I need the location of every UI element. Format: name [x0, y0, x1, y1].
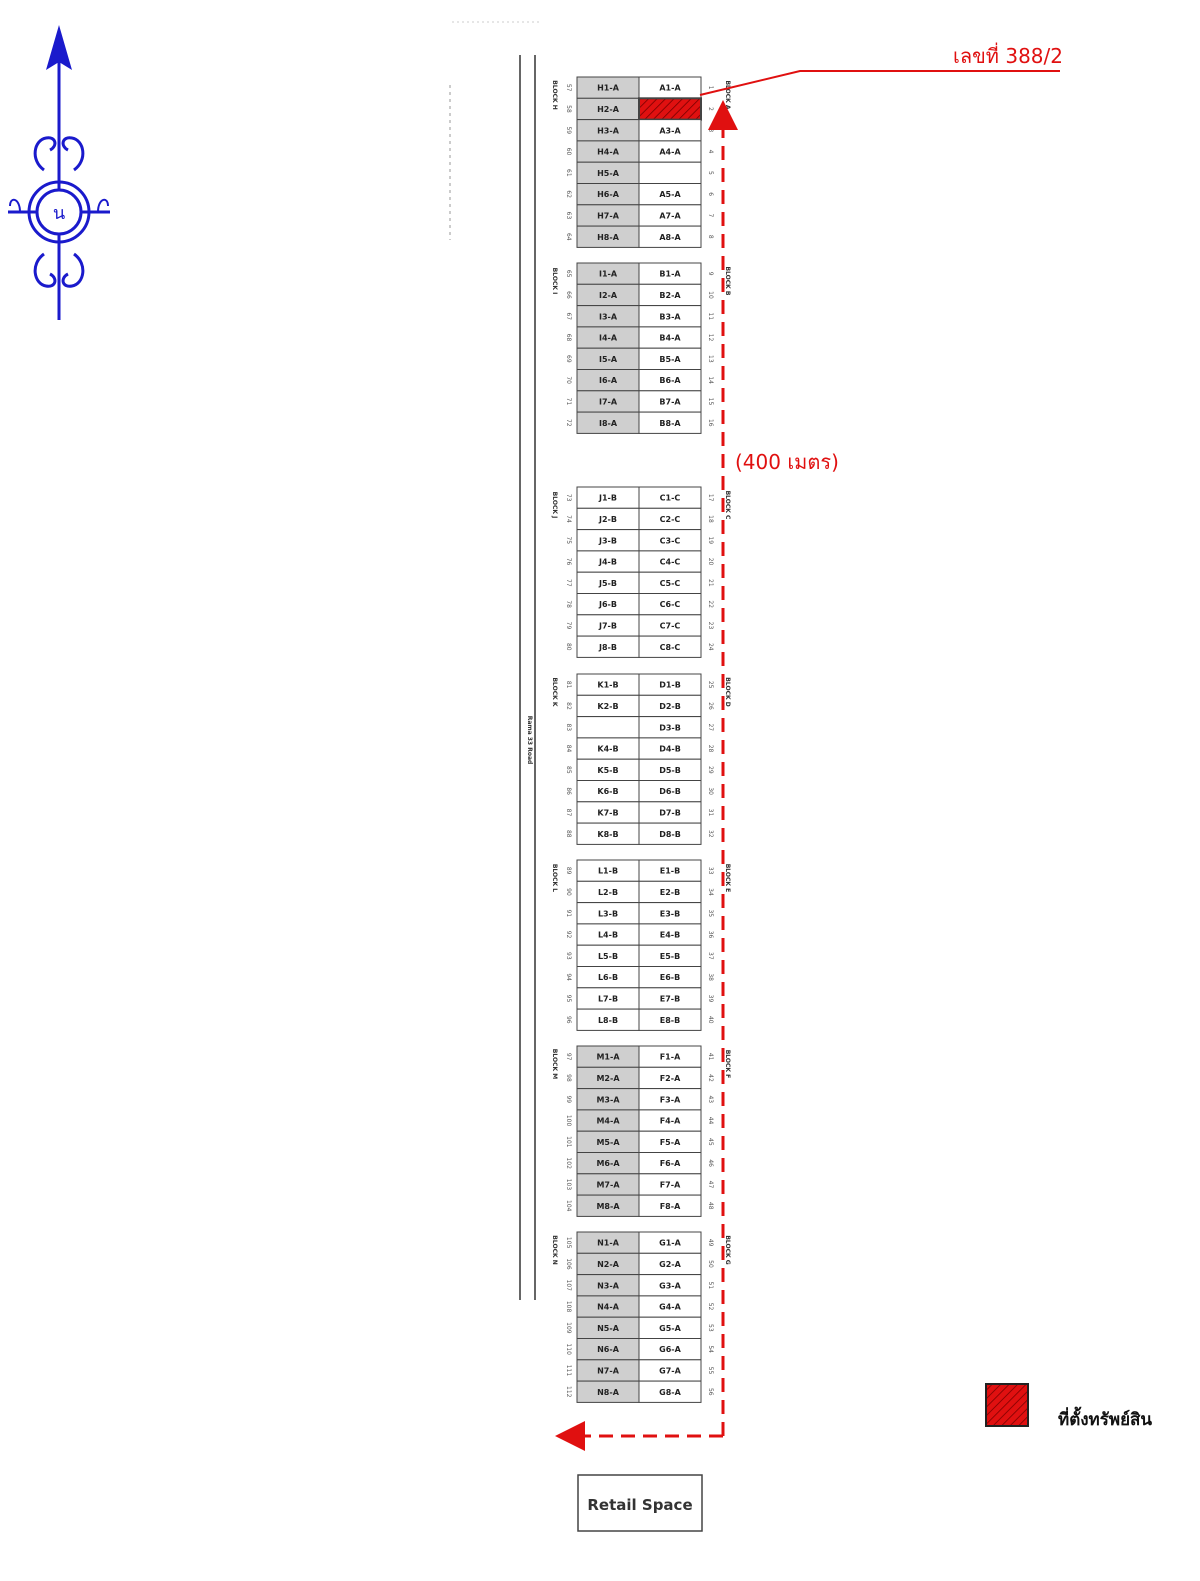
unit-label: A7-A — [659, 211, 681, 221]
block-label: BLOCK G — [724, 1235, 731, 1265]
lot-number: 16 — [707, 418, 714, 427]
unit-label: G3-A — [659, 1281, 681, 1291]
lot-number: 64 — [565, 232, 572, 241]
lot-number: 38 — [707, 973, 714, 981]
unit-label: J3-B — [599, 536, 617, 546]
lot-number: 58 — [565, 105, 572, 113]
unit-label: D4-B — [659, 744, 681, 754]
unit-label: C1-C — [659, 493, 681, 503]
lot-number: 66 — [565, 291, 572, 299]
unit-label: H2-A — [597, 104, 619, 114]
lot-number: 83 — [565, 723, 572, 732]
unit-cell — [577, 717, 639, 738]
lot-number: 26 — [707, 702, 714, 710]
lot-number: 8 — [707, 234, 714, 239]
lot-number: 34 — [707, 888, 714, 896]
lot-number: 86 — [565, 787, 572, 795]
lot-number: 80 — [565, 642, 572, 651]
lot-number: 81 — [565, 680, 572, 689]
lot-number: 74 — [565, 515, 572, 523]
lot-number: 52 — [707, 1302, 714, 1311]
unit-label: J6-B — [599, 600, 617, 610]
lot-number: 4 — [707, 149, 714, 154]
lot-number: 54 — [707, 1345, 714, 1353]
unit-label: E2-B — [659, 887, 681, 897]
unit-label: A3-A — [659, 126, 681, 136]
unit-label: M8-A — [596, 1201, 620, 1211]
unit-label: I7-A — [598, 397, 618, 407]
unit-label: A4-A — [659, 147, 681, 157]
lot-number: 72 — [565, 418, 572, 427]
property-location-cell — [639, 98, 701, 119]
unit-label: C6-C — [659, 600, 681, 610]
unit-label: L6-B — [597, 973, 619, 983]
unit-label: D6-B — [659, 787, 681, 797]
lot-number: 18 — [707, 515, 714, 523]
unit-label: H1-A — [597, 83, 619, 93]
unit-label: G7-A — [659, 1366, 681, 1376]
unit-label: N3-A — [597, 1281, 619, 1291]
retail-space — [578, 1475, 702, 1531]
lot-number: 91 — [565, 909, 572, 918]
unit-label: A5-A — [659, 190, 681, 200]
lot-number: 69 — [565, 355, 572, 363]
unit-label: C2-C — [659, 514, 681, 524]
unit-label: N5-A — [597, 1323, 619, 1333]
unit-label: J4-B — [599, 557, 617, 567]
unit-label: A1-A — [659, 83, 681, 93]
lot-number: 14 — [707, 376, 714, 384]
block-label: BLOCK E — [724, 863, 731, 893]
block-3 — [551, 487, 731, 657]
unit-label: N4-A — [597, 1302, 619, 1312]
unit-label: J8-B — [599, 642, 617, 652]
unit-label: K5-B — [597, 765, 619, 775]
lot-number: 17 — [707, 493, 714, 502]
lot-number: 96 — [565, 1015, 572, 1024]
unit-label: G8-A — [659, 1387, 681, 1397]
block-label: BLOCK L — [551, 863, 558, 893]
unit-label: F3-A — [659, 1095, 681, 1105]
unit-label: J5-B — [599, 578, 617, 588]
lot-number: 73 — [565, 493, 572, 502]
lot-number: 22 — [707, 600, 714, 608]
unit-label: K2-B — [597, 701, 619, 711]
lot-number: 101 — [565, 1136, 572, 1148]
unit-label: E5-B — [659, 951, 681, 961]
lot-number: 31 — [707, 808, 714, 817]
road — [520, 55, 535, 1300]
lot-number: 106 — [565, 1258, 572, 1270]
lot-number: 47 — [707, 1180, 714, 1189]
block-1 — [551, 77, 731, 247]
unit-label: D3-B — [659, 723, 681, 733]
lot-number: 30 — [707, 787, 714, 795]
unit-label: I4-A — [598, 333, 618, 343]
unit-label: D7-B — [659, 808, 681, 818]
lot-number: 77 — [565, 579, 572, 587]
lot-number: 12 — [707, 333, 714, 342]
lot-number: 61 — [565, 169, 572, 177]
unit-label: E3-B — [659, 909, 681, 919]
unit-label: M7-A — [596, 1180, 620, 1190]
unit-label: B2-A — [659, 290, 681, 300]
lot-number: 11 — [707, 312, 714, 321]
lot-number: 60 — [565, 147, 572, 156]
unit-label: N6-A — [597, 1345, 619, 1355]
unit-label: C3-C — [659, 536, 681, 546]
lot-number: 45 — [707, 1138, 714, 1146]
distance-label: (400 เมตร) — [735, 450, 839, 474]
block-4 — [551, 674, 731, 844]
unit-label: F4-A — [659, 1116, 681, 1126]
unit-label: H5-A — [597, 168, 619, 178]
lot-number: 3 — [707, 128, 714, 133]
unit-label: H4-A — [597, 147, 619, 157]
lot-number: 1 — [707, 85, 714, 90]
unit-label: G2-A — [659, 1259, 681, 1269]
unit-label: L2-B — [597, 887, 619, 897]
block-label: BLOCK H — [551, 80, 558, 110]
unit-label: B7-A — [659, 397, 681, 407]
road-label: Rama 33 Road — [526, 715, 533, 765]
unit-label: E1-B — [659, 866, 681, 876]
unit-label: I6-A — [598, 376, 618, 386]
unit-label: F7-A — [659, 1180, 681, 1190]
block-label: BLOCK D — [724, 677, 731, 707]
unit-label: E8-B — [659, 1015, 681, 1025]
unit-label: L7-B — [597, 994, 619, 1004]
lot-number: 15 — [707, 397, 714, 406]
lot-number: 94 — [565, 973, 572, 981]
lot-number: 65 — [565, 269, 572, 278]
unit-label: M5-A — [596, 1137, 620, 1147]
unit-label: B1-A — [659, 269, 681, 279]
north-arrow-icon — [8, 25, 110, 320]
lot-number: 100 — [565, 1114, 572, 1127]
unit-label: L5-B — [597, 951, 619, 961]
block-label: BLOCK I — [551, 267, 558, 295]
lot-number: 70 — [565, 376, 572, 384]
lot-number: 28 — [707, 744, 714, 753]
unit-label: F1-A — [659, 1052, 681, 1062]
unit-label: E7-B — [659, 994, 681, 1004]
unit-label: B8-A — [659, 418, 681, 428]
unit-label: C4-C — [659, 557, 681, 567]
lot-number: 102 — [565, 1157, 572, 1169]
lot-number: 25 — [707, 680, 714, 689]
lot-number: 5 — [707, 170, 714, 175]
unit-label: H6-A — [597, 190, 619, 200]
lot-number: 50 — [707, 1260, 714, 1268]
unit-label: K7-B — [597, 808, 619, 818]
unit-label: D2-B — [659, 701, 681, 711]
lot-number: 62 — [565, 190, 572, 198]
lot-number: 104 — [565, 1200, 572, 1212]
unit-label: G5-A — [659, 1323, 681, 1333]
lot-number: 40 — [707, 1015, 714, 1024]
lot-number: 32 — [707, 829, 714, 838]
lot-number: 87 — [565, 808, 572, 817]
unit-label: L8-B — [597, 1015, 619, 1025]
lot-number: 95 — [565, 994, 572, 1003]
legend-label: ที่ตั้งทรัพย์สิน — [1058, 1410, 1153, 1430]
unit-label: J7-B — [599, 621, 617, 631]
unit-label: C8-C — [659, 642, 681, 652]
unit-label: G6-A — [659, 1345, 681, 1355]
unit-label: L3-B — [597, 909, 619, 919]
lot-number: 48 — [707, 1201, 714, 1210]
lot-number: 29 — [707, 766, 714, 774]
lot-number: 76 — [565, 557, 572, 566]
lot-number: 67 — [565, 312, 572, 321]
lot-number: 105 — [565, 1236, 572, 1249]
lot-number: 108 — [565, 1300, 572, 1313]
lot-number: 9 — [707, 271, 714, 276]
unit-label: G4-A — [659, 1302, 681, 1312]
lot-number: 68 — [565, 333, 572, 342]
lot-number: 2 — [707, 107, 714, 111]
lot-number: 78 — [565, 600, 572, 608]
unit-label: B3-A — [659, 312, 681, 322]
lot-number: 110 — [565, 1343, 572, 1355]
unit-label: N7-A — [597, 1366, 619, 1376]
unit-label: E4-B — [659, 930, 681, 940]
lot-number: 84 — [565, 744, 572, 753]
lot-number: 92 — [565, 930, 572, 939]
lot-number: 27 — [707, 723, 714, 732]
unit-label: B4-A — [659, 333, 681, 343]
unit-label: F6-A — [659, 1159, 681, 1169]
lot-number: 112 — [565, 1386, 572, 1398]
lot-number: 79 — [565, 621, 572, 630]
lot-number: 55 — [707, 1366, 714, 1375]
lot-number: 33 — [707, 866, 714, 875]
unit-label: M2-A — [596, 1073, 620, 1083]
unit-label: D8-B — [659, 829, 681, 839]
unit-label: F2-A — [659, 1073, 681, 1083]
lot-number: 107 — [565, 1279, 572, 1291]
legend — [986, 1384, 1152, 1430]
lot-number: 49 — [707, 1238, 714, 1247]
unit-label: L4-B — [597, 930, 619, 940]
unit-label: K4-B — [597, 744, 619, 754]
north-label: น — [52, 203, 66, 224]
lot-number: 35 — [707, 909, 714, 918]
lot-number: 43 — [707, 1095, 714, 1104]
lot-number: 51 — [707, 1281, 714, 1290]
lot-number: 39 — [707, 994, 714, 1003]
block-7 — [551, 1232, 731, 1402]
unit-label: M3-A — [596, 1095, 620, 1105]
address-callout — [700, 42, 1063, 95]
unit-label: H7-A — [597, 211, 619, 221]
unit-label: N2-A — [597, 1259, 619, 1269]
unit-label: C7-C — [659, 621, 681, 631]
lot-number: 10 — [707, 291, 714, 299]
lot-number: 21 — [707, 579, 714, 587]
unit-label: I1-A — [598, 269, 618, 279]
lot-number: 71 — [565, 397, 572, 406]
lot-number: 19 — [707, 536, 714, 545]
lot-number: 7 — [707, 213, 714, 218]
unit-label: K6-B — [597, 787, 619, 797]
block-6 — [551, 1046, 731, 1216]
lot-number: 88 — [565, 829, 572, 838]
lot-number: 36 — [707, 930, 714, 939]
lot-number: 20 — [707, 557, 714, 566]
block-label: BLOCK K — [551, 677, 558, 707]
unit-label: L1-B — [597, 866, 619, 876]
unit-label: A8-A — [659, 232, 681, 242]
hatched-red-swatch-icon — [986, 1384, 1028, 1426]
retail-label: Retail Space — [587, 1496, 693, 1514]
block-label: BLOCK A — [724, 80, 731, 110]
unit-blocks — [551, 77, 731, 1402]
lot-number: 46 — [707, 1159, 714, 1167]
unit-label: H3-A — [597, 126, 619, 136]
lot-number: 41 — [707, 1052, 714, 1061]
block-label: BLOCK J — [551, 491, 558, 519]
lot-number: 56 — [707, 1387, 714, 1396]
unit-label: B6-A — [659, 376, 681, 386]
unit-label: F8-A — [659, 1201, 681, 1211]
unit-label: G1-A — [659, 1238, 681, 1248]
unit-label: N8-A — [597, 1387, 619, 1397]
lot-number: 24 — [707, 642, 714, 651]
lot-number: 13 — [707, 355, 714, 363]
lot-number: 98 — [565, 1074, 572, 1082]
lot-number: 75 — [565, 536, 572, 545]
lot-number: 82 — [565, 702, 572, 710]
unit-label: N1-A — [597, 1238, 619, 1248]
block-label: BLOCK M — [551, 1048, 558, 1080]
lot-number: 63 — [565, 211, 572, 220]
unit-label: I8-A — [598, 418, 618, 428]
lot-number: 99 — [565, 1095, 572, 1104]
lot-number: 109 — [565, 1322, 572, 1334]
unit-label: B5-A — [659, 354, 681, 364]
unit-label: D1-B — [659, 680, 681, 690]
lot-number: 85 — [565, 766, 572, 774]
block-label: BLOCK C — [724, 490, 731, 520]
lot-number: 103 — [565, 1178, 572, 1191]
unit-label: J1-B — [599, 493, 617, 503]
unit-label: M6-A — [596, 1159, 620, 1169]
block-label: BLOCK N — [551, 1235, 558, 1265]
unit-label: F5-A — [659, 1137, 681, 1147]
unit-label: C5-C — [659, 578, 681, 588]
lot-number: 111 — [565, 1364, 572, 1377]
block-label: BLOCK B — [724, 266, 731, 296]
lot-number: 44 — [707, 1116, 714, 1125]
lot-number: 57 — [565, 83, 572, 92]
lot-number: 89 — [565, 866, 572, 875]
unit-label: K1-B — [597, 680, 619, 690]
lot-number: 37 — [707, 952, 714, 960]
lot-number: 53 — [707, 1324, 714, 1332]
lot-number: 42 — [707, 1074, 714, 1082]
lot-number: 23 — [707, 621, 714, 630]
lot-number: 90 — [565, 888, 572, 896]
unit-label: J2-B — [599, 514, 617, 524]
block-label: BLOCK F — [724, 1049, 731, 1079]
lot-number: 93 — [565, 952, 572, 960]
lot-number: 59 — [565, 126, 572, 135]
unit-label: I3-A — [598, 312, 618, 322]
unit-label: I2-A — [598, 290, 618, 300]
block-5 — [551, 860, 731, 1030]
unit-label: E6-B — [659, 973, 681, 983]
unit-label: D5-B — [659, 765, 681, 775]
lot-number: 97 — [565, 1052, 572, 1061]
unit-cell — [639, 162, 701, 183]
lot-number: 6 — [707, 192, 714, 197]
unit-label: H8-A — [597, 232, 619, 242]
unit-label: I5-A — [598, 354, 618, 364]
block-2 — [551, 263, 731, 433]
address-label: เลขที่ 388/2 — [953, 44, 1063, 68]
unit-label: K8-B — [597, 829, 619, 839]
unit-label: M4-A — [596, 1116, 620, 1126]
unit-label: M1-A — [596, 1052, 620, 1062]
